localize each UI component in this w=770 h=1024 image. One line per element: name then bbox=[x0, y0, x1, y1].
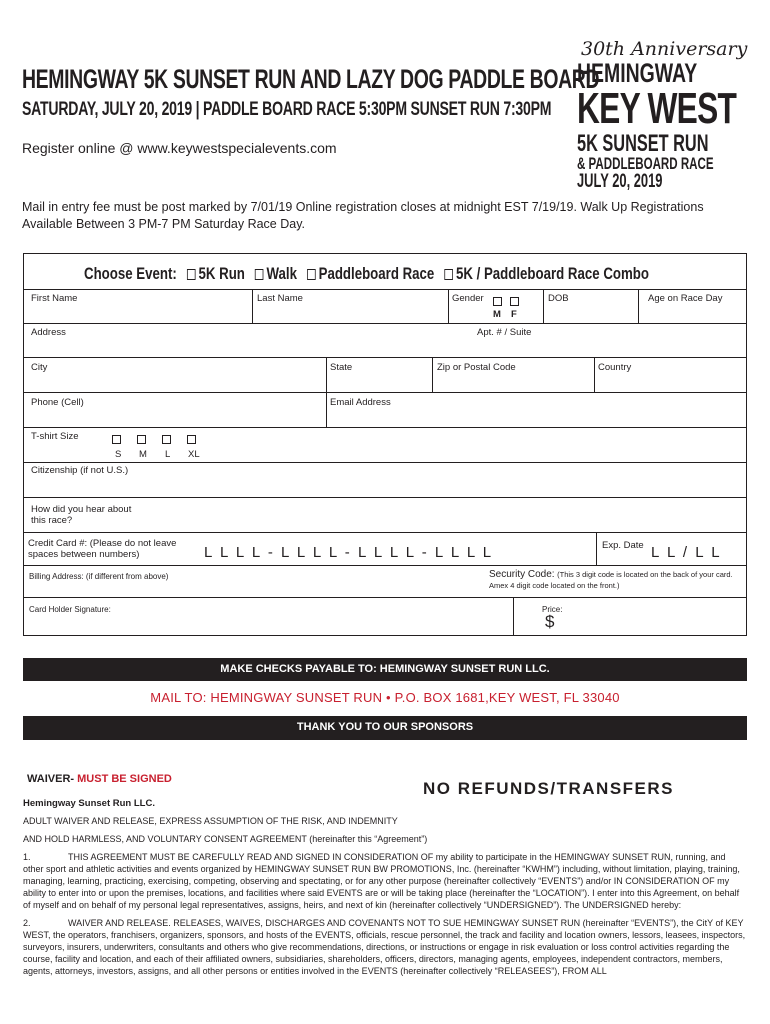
logo-key-west: KEY WEST bbox=[577, 84, 737, 133]
gender-label: Gender bbox=[452, 293, 484, 304]
apt-label: Apt. # / Suite bbox=[477, 327, 532, 338]
divider bbox=[638, 289, 639, 323]
divider bbox=[24, 357, 746, 358]
sponsors-box-right bbox=[746, 716, 747, 740]
security-code-title: Security Code: bbox=[489, 569, 555, 580]
make-checks-bar: MAKE CHECKS PAYABLE TO: HEMINGWAY SUNSET RUN LLC. bbox=[23, 658, 747, 681]
logo-sunset-run: 5K SUNSET RUN bbox=[577, 130, 709, 157]
security-code-note-amex: Amex 4 digit code located on the front.) bbox=[489, 581, 620, 590]
gender-f-label: F bbox=[511, 309, 517, 320]
hear-label-line2: this race? bbox=[31, 515, 73, 526]
waiver-word: WAIVER- bbox=[27, 773, 75, 785]
citizenship-label: Citizenship (if not U.S.) bbox=[31, 465, 129, 476]
event-checkbox-paddleboard[interactable] bbox=[307, 269, 316, 280]
waiver-label bbox=[27, 773, 172, 785]
divider bbox=[596, 532, 597, 565]
divider bbox=[24, 597, 746, 598]
choose-event-label: Choose Event: bbox=[84, 264, 177, 283]
page-title: HEMINGWAY 5K SUNSET RUN AND LAZY DOG PADDLE BOARD bbox=[22, 64, 600, 94]
waiver-line2: AND HOLD HARMLESS, AND VOLUNTARY CONSENT AGREEMENT (hereinafter this “Agreement”) bbox=[23, 834, 428, 844]
security-code-note: (This 3 digit code is located on the back of your card. bbox=[557, 570, 733, 579]
dob-label: DOB bbox=[548, 293, 569, 304]
mail-to-address: MAIL TO: HEMINGWAY SUNSET RUN • P.O. BOX 1681,KEY WEST, FL 33040 bbox=[150, 690, 620, 705]
state-label: State bbox=[330, 362, 353, 373]
waiver-line1: ADULT WAIVER AND RELEASE, EXPRESS ASSUMPTION OF THE RISK, AND INDEMNITY bbox=[23, 816, 398, 826]
event-label-combo: 5K / Paddleboard Race Combo bbox=[455, 264, 649, 283]
event-logo bbox=[575, 38, 750, 198]
country-label: Country bbox=[598, 362, 632, 373]
logo-paddleboard: & PADDLEBOARD RACE bbox=[577, 154, 714, 173]
credit-card-label-line2: spaces between numbers) bbox=[28, 549, 140, 560]
tshirt-s-checkbox[interactable] bbox=[112, 435, 121, 444]
paragraph-1-text: THIS AGREEMENT MUST BE CAREFULLY READ AND SIGNED IN CONSIDERATION OF my ability to participate in the HEMINGWAY SUNSET RUN, running, and other sport and athletic activities and events organized by HEMINGWAY SUNSET RUN BW PROMOTIONS, Inc. (hereinafter “KWHM”) including, without limitation, playing, training, managing, learning, practicing, exercising, competing, observing and spectating, or for any other purpose (hereinafter collectively “EVENTS”) and/or IN CONSIDERATION OF my ability to enter into or upon the premises, locations, and facilities where said EVENTS are or will be taking place (hereinafter the “LOCATION”). I enter into this Agreement, on behalf of myself and on behalf of my personal legal representatives, assigns, heirs, and next of kin (hereinafter collectively “UNDERSIGNED”). The UNDERSIGNED hereby: bbox=[23, 852, 740, 910]
security-code-label bbox=[489, 569, 733, 580]
divider bbox=[24, 532, 746, 533]
exp-date-label: Exp. Date bbox=[602, 540, 644, 551]
divider bbox=[326, 392, 327, 427]
event-checkbox-walk[interactable] bbox=[255, 269, 264, 280]
waiver-text bbox=[23, 815, 747, 983]
paragraph-2-number: 2. bbox=[23, 918, 31, 928]
divider bbox=[24, 392, 746, 393]
size-m-label: M bbox=[139, 449, 147, 460]
event-label-5k: 5K Run bbox=[198, 264, 245, 283]
waiver-paragraph-1 bbox=[23, 851, 747, 911]
event-subtitle: SATURDAY, JULY 20, 2019 | PADDLE BOARD RACE 5:30PM SUNSET RUN 7:30PM bbox=[22, 99, 552, 120]
phone-label: Phone (Cell) bbox=[31, 397, 84, 408]
tshirt-m-checkbox[interactable] bbox=[137, 435, 146, 444]
register-online-text: Register online @ www.keywestspecialevents.com bbox=[22, 140, 337, 156]
price-label: Price: bbox=[542, 605, 563, 614]
sponsors-bar: THANK YOU TO OUR SPONSORS bbox=[23, 716, 747, 739]
billing-address-label: Billing Address: (if different from above) bbox=[29, 572, 169, 581]
gender-m-label: M bbox=[493, 309, 501, 320]
divider bbox=[594, 357, 595, 392]
divider bbox=[326, 357, 327, 392]
zip-label: Zip or Postal Code bbox=[437, 362, 516, 373]
age-label: Age on Race Day bbox=[648, 293, 723, 304]
event-checkbox-5k[interactable] bbox=[187, 269, 196, 280]
divider bbox=[24, 565, 746, 566]
sponsors-box-bottom bbox=[23, 739, 747, 740]
waiver-paragraph-2 bbox=[23, 917, 747, 977]
sponsors-box-left bbox=[23, 716, 24, 740]
event-checkbox-combo[interactable] bbox=[444, 269, 453, 280]
event-label-walk: Walk bbox=[266, 264, 297, 283]
divider bbox=[24, 427, 746, 428]
credit-card-number-boxes[interactable]: L L L L - L L L L - L L L L - L L L L bbox=[204, 544, 494, 561]
city-label: City bbox=[31, 362, 48, 373]
divider bbox=[543, 289, 544, 323]
credit-card-label-line1: Credit Card #: (Please do not leave bbox=[28, 538, 177, 549]
paragraph-2-text: WAIVER AND RELEASE. RELEASES, WAIVES, DISCHARGES AND COVENANTS NOT TO SUE HEMINGWAY SUNSET RUN (hereinafter “EVENTS”), the CitY of KEY WEST, the operators, franchisers, organizers, sponsors, and hosts of the EVENTS, officials, rescue personnel, the track and facility and location owners, lessors, leasees, inspectors, surveyors, insurers, underwriters, consultants and others who give recommendations, directions, or instructions or engage in risk evaluation or loss control activities regarding the course, facility and location, and each of their affiliated owners, subsidiaries, shareholders, officers, directors, managing agents, employees, independent contractors, members, agents, attorneys, investors, assigns, and all other persons or entities involved in the EVENTS (hereinafter collectively “RELEASEES”), FROM ALL bbox=[23, 918, 746, 976]
divider bbox=[448, 289, 449, 323]
first-name-label: First Name bbox=[31, 293, 78, 304]
must-be-signed: MUST BE SIGNED bbox=[77, 773, 172, 785]
exp-date-boxes[interactable]: L L / L L bbox=[651, 544, 722, 561]
last-name-label: Last Name bbox=[257, 293, 303, 304]
divider bbox=[432, 357, 433, 392]
tshirt-label: T-shirt Size bbox=[31, 431, 79, 442]
dollar-sign: $ bbox=[545, 612, 555, 631]
address-label: Address bbox=[31, 327, 66, 338]
hear-label-line1: How did you hear about bbox=[31, 504, 132, 515]
signature-label: Card Holder Signature: bbox=[29, 605, 111, 614]
divider bbox=[24, 323, 746, 324]
event-label-paddleboard: Paddleboard Race bbox=[318, 264, 435, 283]
logo-anniversary: 30th Anniversary bbox=[581, 38, 748, 60]
size-s-label: S bbox=[115, 449, 122, 460]
paragraph-1-number: 1. bbox=[23, 852, 31, 862]
gender-f-checkbox[interactable] bbox=[510, 297, 519, 306]
mail-in-note: Mail in entry fee must be post marked by 7/01/19 Online registration closes at midnight EST 7/19/19. Walk Up Registrations Available Between 3 PM-7 PM Saturday Race Day. bbox=[22, 200, 704, 231]
tshirt-xl-checkbox[interactable] bbox=[187, 435, 196, 444]
size-xl-label: XL bbox=[188, 449, 200, 460]
logo-date: JULY 20, 2019 bbox=[577, 171, 663, 192]
size-l-label: L bbox=[165, 449, 171, 460]
waiver-company: Hemingway Sunset Run LLC. bbox=[23, 798, 155, 809]
divider bbox=[513, 597, 514, 636]
divider bbox=[252, 289, 253, 323]
choose-event-row bbox=[84, 264, 649, 284]
tshirt-l-checkbox[interactable] bbox=[162, 435, 171, 444]
email-label: Email Address bbox=[330, 397, 391, 408]
gender-m-checkbox[interactable] bbox=[493, 297, 502, 306]
divider bbox=[24, 497, 746, 498]
divider bbox=[24, 462, 746, 463]
logo-hemingway: HEMINGWAY bbox=[577, 58, 698, 88]
registration-form bbox=[23, 253, 747, 636]
no-refunds-heading: NO REFUNDS/TRANSFERS bbox=[423, 779, 675, 798]
